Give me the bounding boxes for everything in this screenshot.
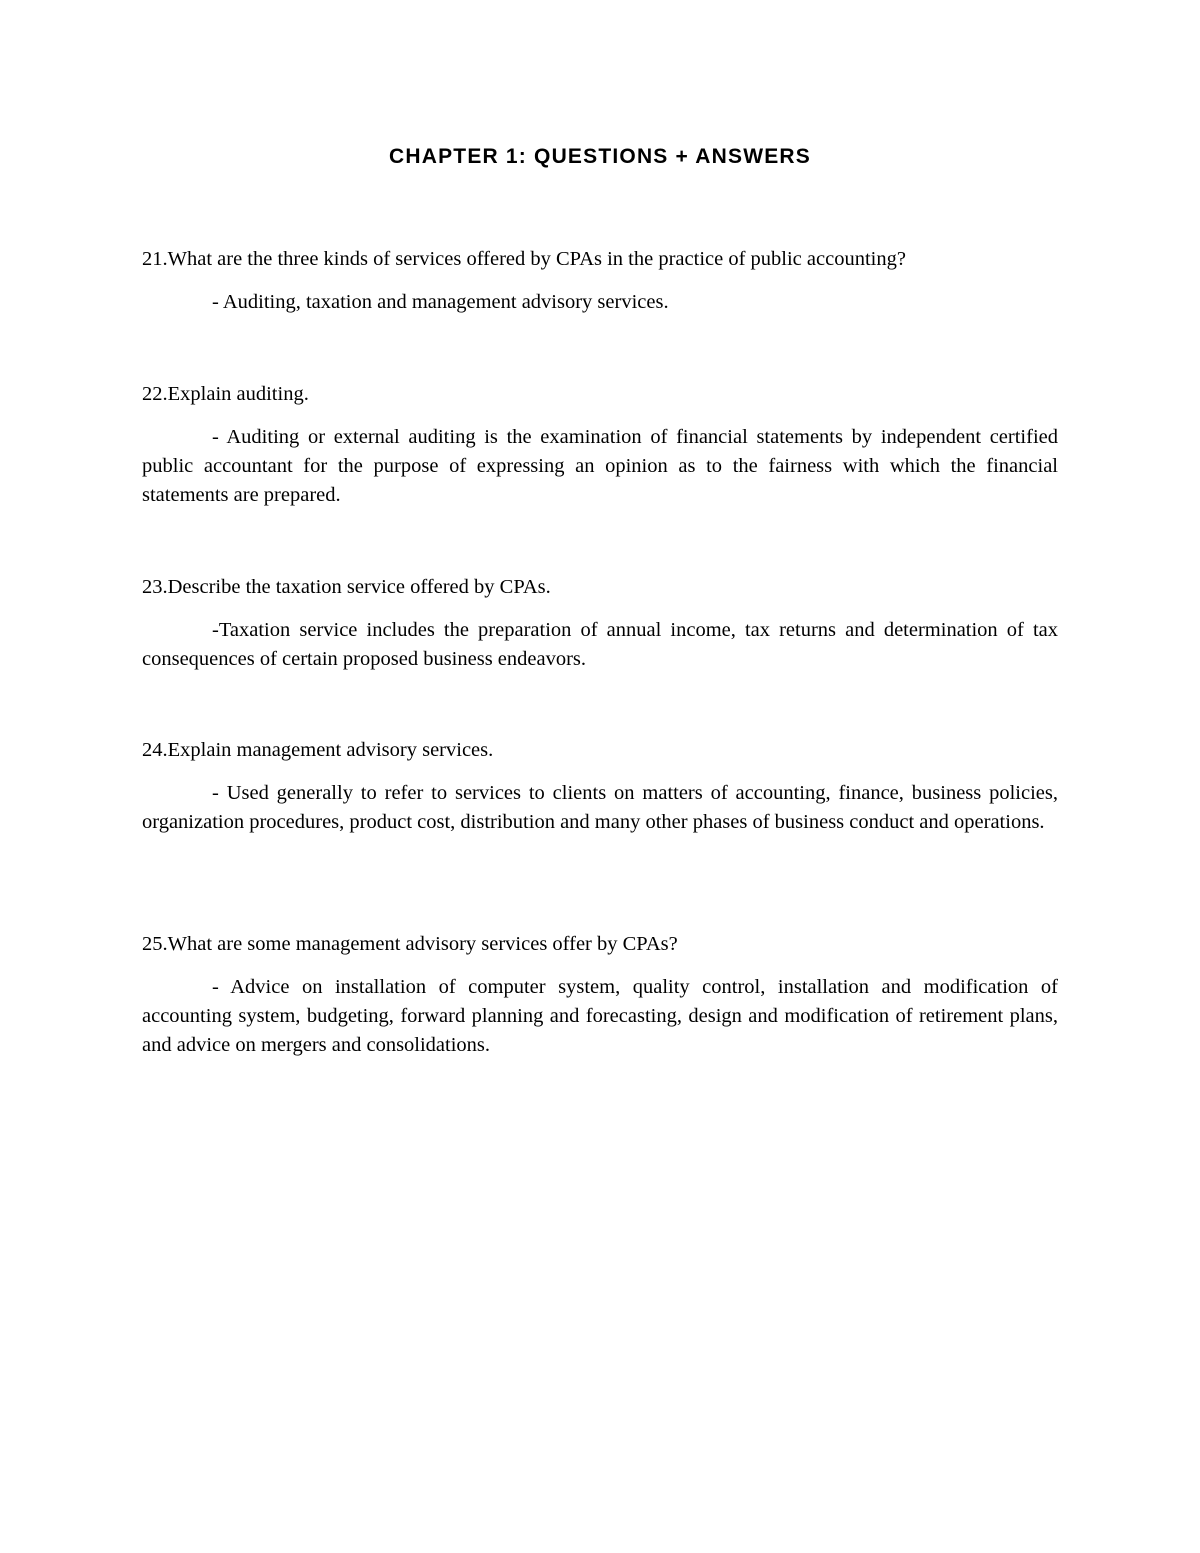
question-text: 24.Explain management advisory services.: [142, 739, 494, 761]
answer-text: - Advice on installation of computer system, quality control, installation and modification of accounting system, budgeting, forward planning and forecasting, design and modification of retirement plans, and advice on mergers and consolidations.: [142, 976, 1058, 1056]
question-text: 22.Explain auditing.: [142, 383, 309, 405]
qa-item: [142, 736, 1058, 837]
qa-item: [142, 573, 1058, 674]
question-text: 23.Describe the taxation service offered by CPAs.: [142, 576, 551, 598]
answer-text: - Used generally to refer to services to clients on matters of accounting, finance, business policies, organization procedures, product cost, distribution and many other phases of business conduct and operations.: [142, 782, 1058, 833]
qa-item: [142, 380, 1058, 510]
answer-text: - Auditing, taxation and management advisory services.: [212, 291, 669, 313]
qa-item: [142, 930, 1058, 1060]
qa-item: [142, 245, 1058, 317]
question-text: 25.What are some management advisory services offer by CPAs?: [142, 933, 678, 955]
answer-text: - Auditing or external auditing is the examination of financial statements by independent certified public accountant for the purpose of expressing an opinion as to the fairness with which the financial statements are prepared.: [142, 426, 1058, 506]
question-text: 21.What are the three kinds of services offered by CPAs in the practice of public accounting?: [142, 248, 906, 270]
answer-text: -Taxation service includes the preparation of annual income, tax returns and determination of tax consequences of certain proposed business endeavors.: [142, 619, 1058, 670]
page-title: CHAPTER 1: QUESTIONS + ANSWERS: [388, 145, 812, 168]
